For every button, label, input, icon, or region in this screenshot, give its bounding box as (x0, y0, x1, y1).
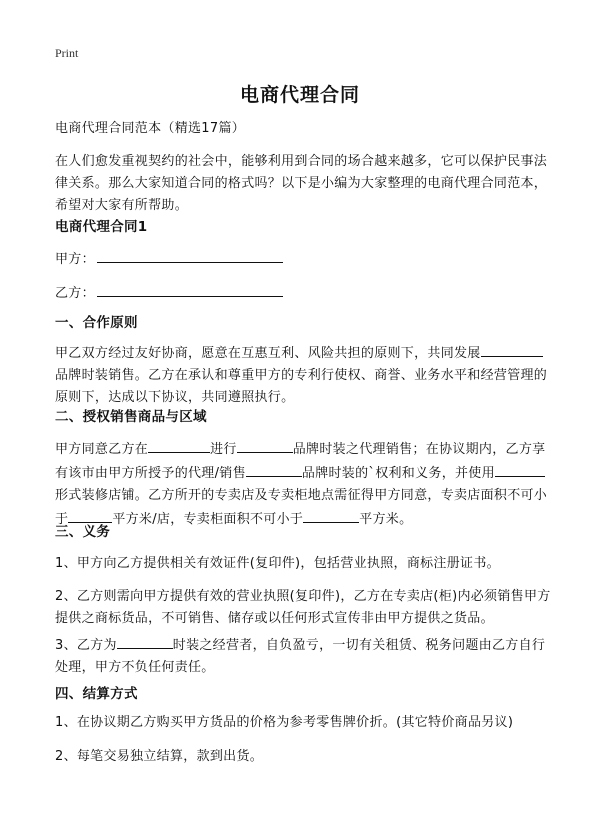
section2-blank-region (148, 437, 210, 453)
section1-text-part1: 甲乙双方经过友好协商，愿意在互惠互利、风险共担的原则下，共同发展 (55, 346, 481, 361)
section2-text-4: 品牌时装的`权利和义务，并使用 (301, 466, 495, 481)
section1-paragraph (55, 341, 555, 409)
section2-heading: 二、授权销售商品与区域 (55, 409, 207, 425)
print-link[interactable]: Print (55, 46, 79, 60)
section1-blank-brand (481, 341, 543, 357)
section1-text-part2: 品牌时装销售。乙方在承认和尊重甲方的专利行使权、商誉、业务水平和经营管理的原则下，达成以下协议，共同遵照执行。 (55, 368, 548, 405)
section3-item1: 1、甲方向乙方提供相关有效证件(复印件)，包括营业执照，商标注册证书。 (55, 556, 500, 571)
section3-blank-brand (117, 633, 173, 649)
party-a-row (55, 248, 555, 271)
section3-item3-part1: 3、乙方为 (55, 638, 117, 653)
party-b-blank (97, 282, 283, 297)
party-a-blank (97, 248, 283, 263)
section2-text-7: 平方米。 (359, 512, 413, 527)
section1-heading: 一、合作原则 (55, 315, 138, 331)
section2-blank-brand2 (246, 461, 302, 477)
section2-text-1: 甲方同意乙方在 (55, 442, 149, 457)
document-subtitle: 电商代理合同范本（精选17篇） (55, 121, 246, 136)
section3-item3-part2: 时装之经营者，自负盈亏，一切有关租赁、税务问题由乙方自行处理，甲方不负任何责任。 (55, 638, 546, 675)
section3-item3 (55, 633, 555, 679)
section2-blank-decor (495, 461, 545, 477)
section4-item2: 2、每笔交易独立结算，款到出货。 (55, 749, 264, 764)
document-title: 电商代理合同 (239, 84, 360, 106)
intro-paragraph: 在人们愈发重视契约的社会中，能够利用到合同的场合越来越多，它可以保护民事法律关系。那么大家知道合同的格式吗？以下是小编为大家整理的电商代理合同范本，希望对大家有所帮助。 (55, 154, 548, 213)
section3-heading: 三、义务 (55, 524, 111, 540)
section2-text-2: 进行 (210, 442, 237, 457)
party-b-label: 乙方： (55, 286, 95, 301)
section4-item1: 1、在协议期乙方购买甲方货品的价格为参考零售牌价折。(其它特价商品另议) (55, 715, 514, 730)
party-a-label: 甲方： (55, 252, 95, 267)
section3-item2: 2、乙方则需向甲方提供有效的营业执照(复印件)，乙方在专卖店(柜)内必须销售甲方提供之商标货品，不可销售、储存或以任何形式宣传非由甲方提供之货品。 (55, 589, 551, 626)
section2-text-6: 平方米/店，专卖柜面积不可小于 (112, 512, 304, 527)
party-b-row (55, 282, 555, 305)
section4-heading: 四、结算方式 (55, 686, 138, 702)
section2-text-3: 品牌时装之代理销售；在协议期内，乙方享有该市由甲方所授予的代理/销售 (55, 442, 546, 481)
contract-heading: 电商代理合同1 (55, 219, 148, 235)
section2-text-5: 形式装修店铺。乙方所开的专卖店及专卖柜地点需征得甲方同意，专卖店面积不可小于 (55, 488, 548, 527)
section2-paragraph (55, 437, 555, 531)
section2-blank-brand (237, 437, 293, 453)
